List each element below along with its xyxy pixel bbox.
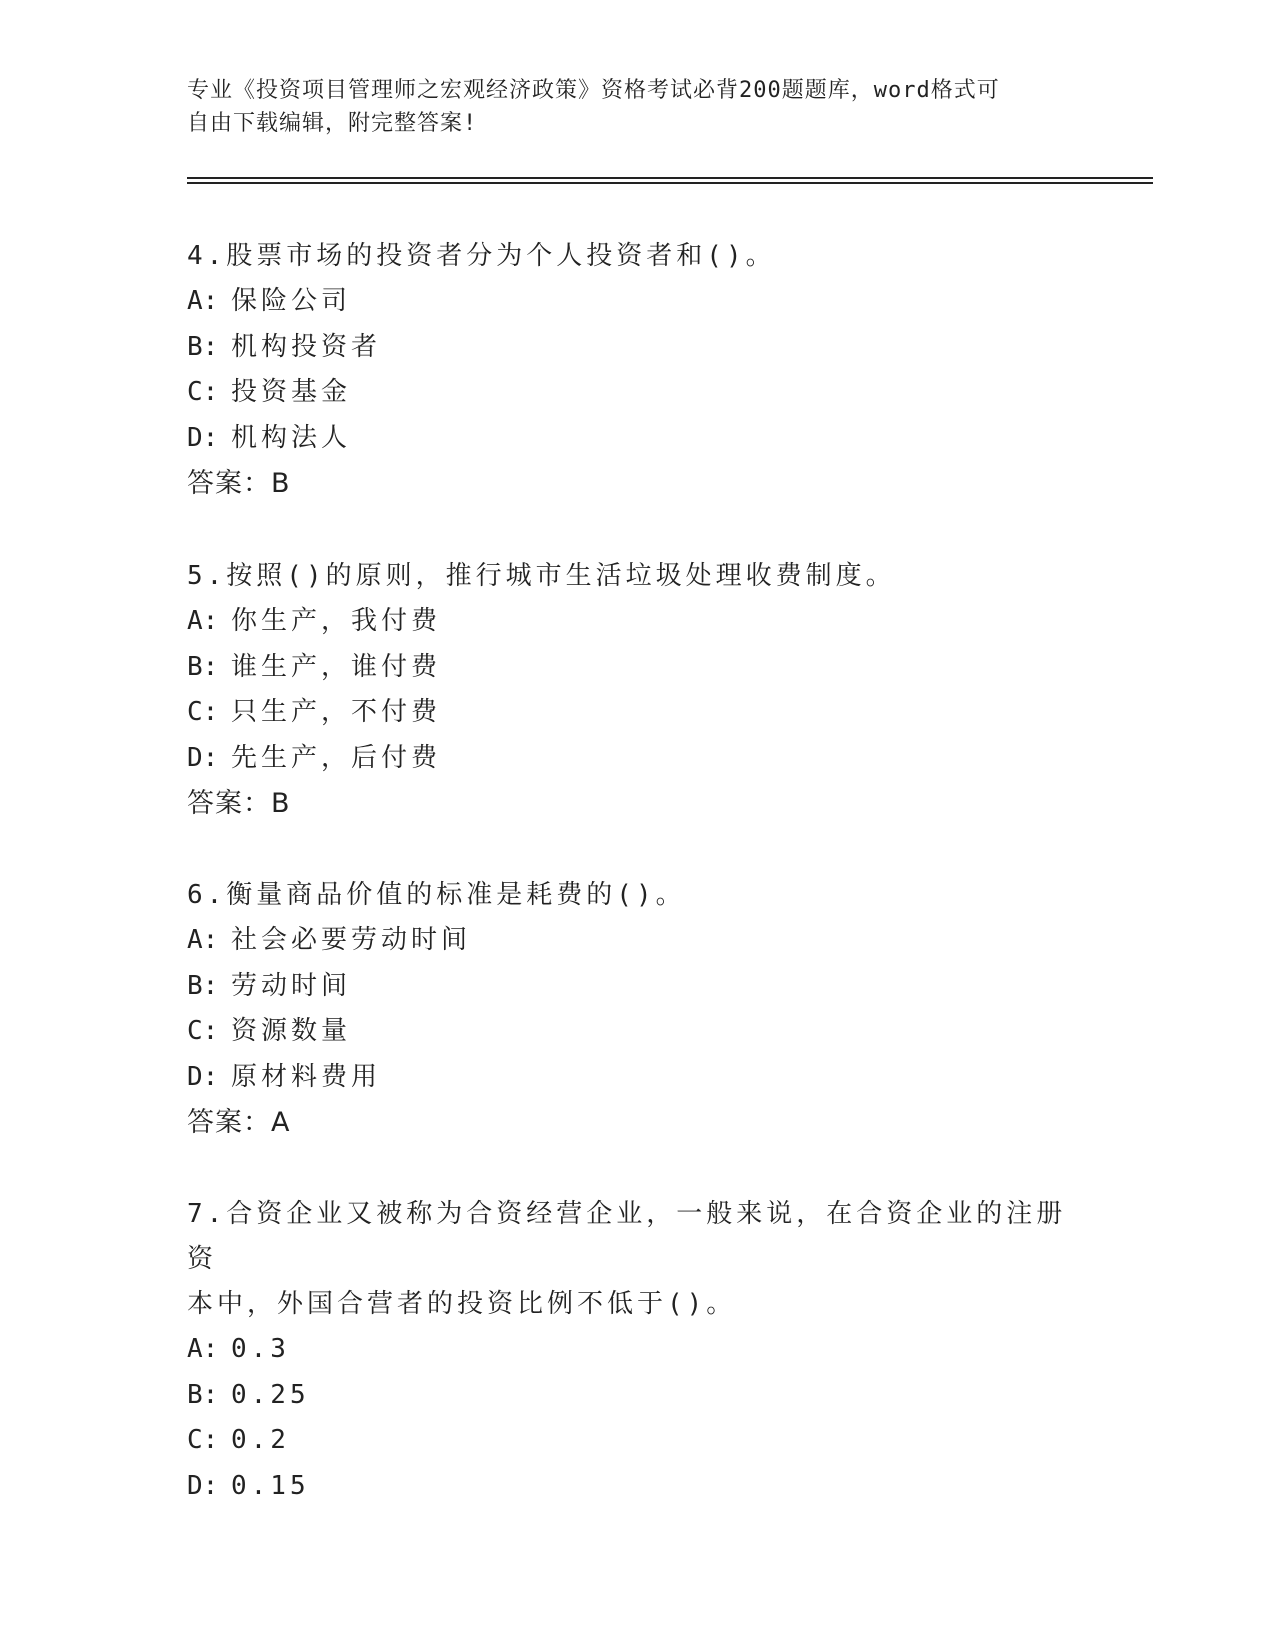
option-key: C: [187,377,219,408]
option-b [187,325,1067,371]
option-c [187,370,1067,416]
option-b [187,1373,1067,1419]
option-text: 0.2 [231,1425,290,1456]
option-key: B: [187,651,219,682]
header-line-2: 自由下载编辑，附完整答案! [187,111,478,136]
option-key: B: [187,331,219,362]
option-a [187,279,1067,325]
option-text: 只生产，不付费 [231,697,442,728]
option-key: D: [187,1470,219,1501]
option-text: 投资基金 [231,377,352,408]
option-d [187,416,1067,462]
question-stem: 6.衡量商品价值的标准是耗费的()。 [187,880,686,910]
option-text: 原材料费用 [231,1061,382,1092]
option-key: C: [187,697,219,728]
header-divider-bottom [187,182,1153,184]
option-key: D: [187,1061,219,1092]
question-stem-line-1: 7.合资企业又被称为合资经营企业，一般来说，在合资企业的注册资 [187,1199,1067,1274]
question-5 [187,554,1067,827]
option-text: 社会必要劳动时间 [231,925,472,955]
option-a [187,918,1067,964]
option-b [187,645,1067,691]
option-text: 谁生产，谁付费 [231,651,442,682]
question-stem: 5.按照()的原则，推行城市生活垃圾处理收费制度。 [187,561,896,591]
question-stem-line-2: 本中，外国合营者的投资比例不低于()。 [187,1289,737,1319]
option-key: B: [187,970,219,1001]
option-key: C: [187,1425,219,1456]
option-key: A: [187,1334,219,1364]
option-text: 0.3 [231,1334,290,1364]
option-c [187,1418,1067,1464]
option-b [187,964,1067,1010]
document-header [187,74,1087,140]
option-text: 你生产，我付费 [231,606,442,636]
option-text: 机构投资者 [231,331,382,362]
option-text: 0.25 [231,1379,310,1410]
option-key: A: [187,286,219,316]
option-key: C: [187,1016,219,1047]
question-stem: 4.股票市场的投资者分为个人投资者和()。 [187,241,776,271]
option-text: 先生产，后付费 [231,742,442,773]
option-key: D: [187,422,219,453]
option-key: A: [187,606,219,636]
option-d [187,1055,1067,1101]
option-key: B: [187,1379,219,1410]
option-text: 资源数量 [231,1016,352,1047]
question-4 [187,234,1067,507]
option-c [187,1009,1067,1055]
option-a [187,1327,1067,1373]
option-d [187,1464,1067,1510]
answer-text: 答案：B [187,788,291,820]
option-d [187,736,1067,782]
option-text: 0.15 [231,1470,310,1501]
option-text: 机构法人 [231,422,352,453]
option-a [187,599,1067,645]
answer-text: 答案：A [187,1107,291,1139]
option-c [187,690,1067,736]
option-key: D: [187,742,219,773]
question-6 [187,873,1067,1146]
header-divider-top [187,177,1153,179]
option-text: 保险公司 [231,286,352,316]
header-line-1: 专业《投资项目管理师之宏观经济政策》资格考试必背200题题库，word格式可 [187,78,1000,103]
answer-text: 答案：B [187,468,291,500]
option-text: 劳动时间 [231,970,352,1001]
option-key: A: [187,925,219,955]
question-7 [187,1192,1067,1509]
